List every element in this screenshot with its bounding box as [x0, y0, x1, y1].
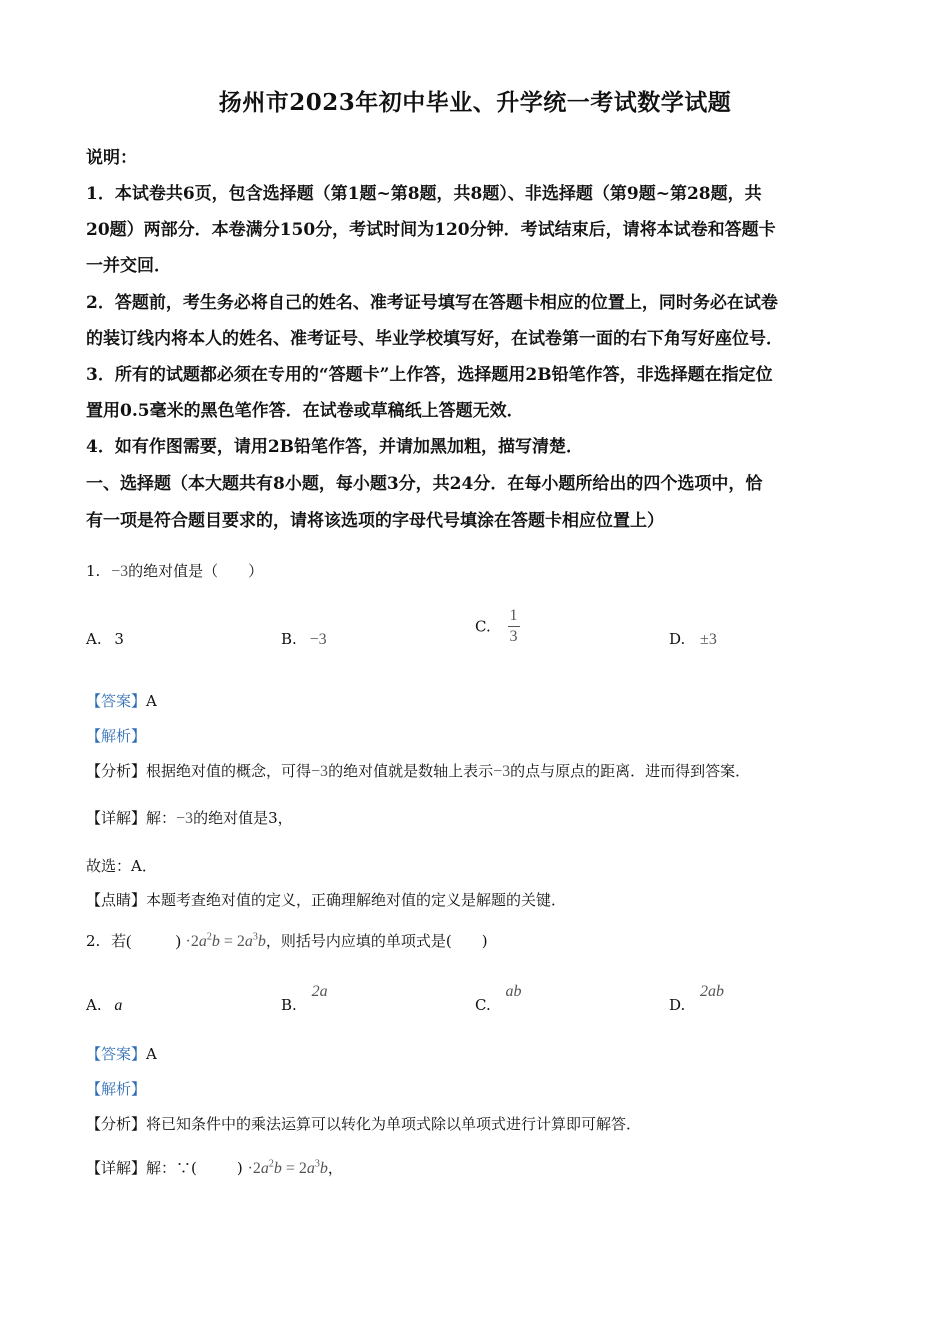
option-label: A. — [86, 630, 102, 648]
option-value: 2a — [311, 983, 328, 1000]
q2-option-d — [669, 983, 725, 1015]
q2-option-b — [281, 983, 328, 1015]
instruction-line-4: 2．答题前，考生务必将自己的姓名、准考证号填写在答题卡相应的位置上，同时务必在试卷 — [86, 293, 778, 313]
blank-close-paren: ) — [236, 1159, 243, 1177]
question-2-stem — [86, 930, 488, 951]
q1-fenxi — [86, 760, 750, 781]
comment-text: 本题考查绝对值的定义，正确理解绝对值的定义是解题的关键． — [146, 891, 567, 909]
fenxi-label: 【分析】 — [86, 1115, 147, 1133]
q2-fenxi — [86, 1113, 641, 1134]
question-1-stem — [86, 560, 263, 581]
equation: $\cdot 2a^2b = 2a^3b$ — [185, 931, 266, 950]
fenxi-text: 的点与原点的距离．进而得到答案． — [510, 762, 751, 780]
option-label: D. — [669, 996, 686, 1014]
q1-option-a — [86, 630, 124, 648]
q2-detail — [86, 1157, 343, 1178]
question-text: 的绝对值是（ ） — [128, 562, 264, 580]
q2-analysis-label — [86, 1078, 146, 1099]
instruction-line-7: 置用0.5毫米的黑色笔作答．在试卷或草稿纸上答题无效． — [86, 401, 524, 421]
blank-open-paren: ( — [126, 933, 132, 950]
q2-option-c — [475, 983, 522, 1015]
math-expression: −3 — [311, 763, 329, 780]
q2-option-a — [86, 996, 122, 1015]
detail-text: 解： — [146, 809, 177, 827]
question-text: ，则括号内应填的单项式是( ) — [265, 932, 488, 950]
instructions-heading: 说明： — [86, 148, 137, 168]
option-value: 3 — [114, 630, 124, 648]
analysis-label: 【解析】 — [86, 727, 147, 745]
q2-answer — [86, 1043, 157, 1064]
answer-label: 【答案】 — [86, 1045, 147, 1063]
fraction-denominator: 3 — [509, 628, 518, 645]
blank-close-paren: ) — [175, 933, 181, 950]
analysis-label: 【解析】 — [86, 1080, 147, 1098]
math-expression: −3 — [493, 763, 511, 780]
instruction-line-3: 一并交回． — [86, 256, 171, 276]
option-label: D. — [669, 630, 686, 648]
q1-choose: 故选：A． — [86, 857, 157, 875]
section-1-line-2: 有一项是符合题目要求的，请将该选项的字母代号填涂在答题卡相应位置上） — [86, 511, 664, 531]
question-text: 若 — [111, 932, 127, 950]
section-1-line-1: 一、选择题（本大题共有8小题，每小题3分，共24分．在每小题所给出的四个选项中，恰 — [86, 474, 763, 494]
detail-text: 解：∵( — [146, 1159, 197, 1177]
option-label: C. — [475, 996, 491, 1014]
q1-option-c — [475, 606, 520, 647]
fenxi-text: 根据绝对值的概念，可得 — [146, 762, 312, 780]
answer-value: A — [146, 1045, 157, 1063]
fraction — [508, 606, 520, 647]
answer-value: A — [146, 692, 157, 710]
option-value: 2ab — [700, 983, 725, 1000]
option-label: B. — [281, 630, 297, 648]
answer-label: 【答案】 — [86, 692, 147, 710]
fenxi-text: 的绝对值就是数轴上表示 — [328, 762, 494, 780]
page-title: 扬州市2023年初中毕业、升学统一考试数学试题 — [218, 89, 732, 116]
instruction-line-2: 20题）两部分．本卷满分150分，考试时间为120分钟．考试结束后，请将本试卷和答题卡 — [86, 220, 776, 240]
option-value: ab — [505, 983, 522, 1000]
option-value: ±3 — [700, 631, 717, 648]
q1-option-b — [281, 630, 327, 649]
comment-label: 【点睛】 — [86, 891, 147, 909]
option-value: −3 — [309, 631, 327, 648]
instruction-line-5: 的装订线内将本人的姓名、准考证号、毕业学校填写好，在试卷第一面的右下角写好座位号． — [86, 329, 783, 349]
option-value: a — [114, 997, 123, 1014]
instruction-line-1: 1．本试卷共6页，包含选择题（第1题~第8题，共8题）、非选择题（第9题~第28题，共 — [86, 184, 762, 204]
instruction-line-8: 4．如有作图需要，请用2B铅笔作答，并请加黑加粗，描写清楚． — [86, 437, 584, 457]
detail-label: 【详解】 — [86, 809, 147, 827]
option-label: A. — [86, 996, 102, 1014]
question-number: 1. — [86, 562, 101, 580]
q1-comment — [86, 889, 566, 910]
math-expression: −3 — [111, 563, 129, 580]
equation: $\cdot 2a^2b = 2a^3b$ — [247, 1158, 328, 1177]
question-number: 2. — [86, 932, 101, 950]
option-label: C. — [475, 617, 491, 636]
option-label: B. — [281, 996, 297, 1014]
detail-label: 【详解】 — [86, 1159, 147, 1177]
instruction-line-6: 3．所有的试题都必须在专用的“答题卡”上作答，选择题用2B铅笔作答，非选择题在指定位 — [86, 365, 773, 385]
detail-text: ， — [327, 1159, 343, 1177]
detail-text: 的绝对值是3， — [193, 809, 293, 827]
q1-option-d — [669, 630, 717, 649]
fenxi-text: 将已知条件中的乘法运算可以转化为单项式除以单项式进行计算即可解答． — [146, 1115, 642, 1133]
fenxi-label: 【分析】 — [86, 762, 147, 780]
q1-detail — [86, 807, 293, 828]
q1-answer — [86, 690, 157, 711]
fraction-numerator: 1 — [508, 606, 520, 627]
math-expression: −3 — [176, 810, 194, 827]
q1-analysis-label — [86, 725, 146, 746]
